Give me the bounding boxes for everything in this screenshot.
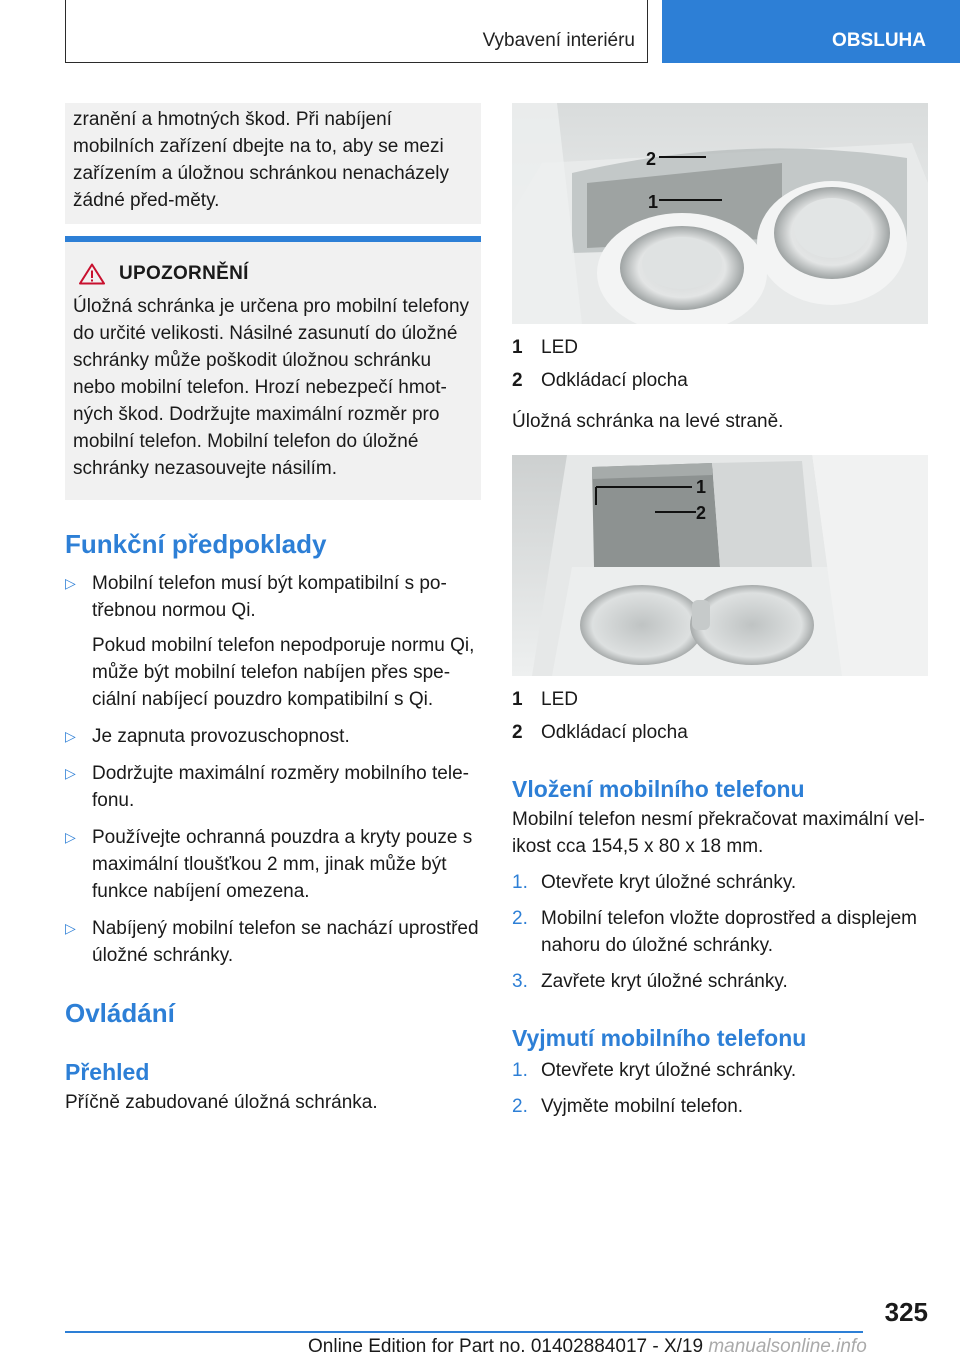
console-photo-transverse: [512, 103, 928, 324]
insert-text: Mobilní telefon nesmí překračovat maximální vel-ikost cca 154,5 x 80 x 18 mm.: [512, 809, 925, 857]
figure-legend-1: [512, 334, 928, 394]
header-tab-obsluha[interactable]: OBSLUHA: [662, 0, 960, 63]
figure-legend-2: [512, 686, 928, 746]
warning-title: [79, 260, 473, 287]
list-item: [65, 824, 481, 905]
callout-label-2: 2: [646, 149, 657, 169]
list-item-text: Dodržujte maximální rozměry mobilního tele-fonu.: [92, 763, 469, 811]
heading-remove-phone: Vyjmutí mobilního telefonu: [512, 1025, 807, 1051]
legend-text: Odkládací plocha: [541, 722, 688, 743]
list-item: [65, 723, 481, 750]
legend-item: [512, 367, 928, 394]
step-number: 1.: [512, 1060, 528, 1081]
step-item: [512, 905, 928, 959]
note-box-continued: [65, 103, 481, 224]
legend-text: LED: [541, 689, 578, 710]
callout-label-1: 1: [696, 477, 707, 497]
step-number: 1.: [512, 872, 528, 893]
step-text: Vyjměte mobilní telefon.: [541, 1096, 744, 1117]
step-text: Mobilní telefon vložte doprostřed a displejem nahoru do úložné schránky.: [541, 908, 917, 956]
legend-number: 1: [512, 337, 523, 358]
remove-steps: [512, 1057, 928, 1120]
insert-steps: [512, 869, 928, 995]
page-number: 325: [884, 1297, 928, 1327]
heading-control: Ovládání: [65, 998, 175, 1028]
triangle-bullet-icon: ▷: [65, 765, 76, 781]
legend-item: [512, 334, 928, 361]
list-item: [65, 570, 481, 713]
step-number: 2.: [512, 1096, 528, 1117]
list-item-text: Nabíjený mobilní telefon se nachází uprostřed úložné schránky.: [92, 918, 479, 966]
list-item-subtext: Pokud mobilní telefon nepodporuje normu Qi, může být mobilní telefon nabíjen přes spe-ciální nabíjecí pouzdro kompatibilní s Qi.: [92, 635, 475, 710]
heading-prerequisites: Funkční předpoklady: [65, 529, 327, 559]
console-photo-left-side: [512, 455, 928, 676]
triangle-bullet-icon: ▷: [65, 728, 76, 744]
legend-number: 2: [512, 370, 523, 391]
legend-item: [512, 719, 928, 746]
step-text: Zavřete kryt úložné schránky.: [541, 971, 788, 992]
warning-text: Úložná schránka je určena pro mobilní telefony do určité velikosti. Násilné zasunutí do úložné schránky může poškodit úložnou schránku nebo mobilní telefon. Hrozí nebezpečí hmot-ných škod. Dodržujte maximální rozměr pro mobilní telefon. Mobilní telefon do úložné schránky nezasouvejte násilím.: [73, 296, 470, 479]
legend-text: Odkládací plocha: [541, 370, 688, 391]
figure-caption: Úložná schránka na levé straně.: [512, 411, 784, 432]
heading-insert-phone: Vložení mobilního telefonu: [512, 776, 805, 802]
footer-edition: [308, 1334, 867, 1360]
list-item: [65, 760, 481, 814]
note-box-text: zranění a hmotných škod. Při nabíjení mobilních zařízení dbejte na to, aby se mezi zařízením a úložnou schránkou nenacházely žádné před-měty.: [73, 109, 450, 211]
step-text: Otevřete kryt úložné schránky.: [541, 872, 797, 893]
step-number: 3.: [512, 971, 528, 992]
callout-label-1: 1: [648, 192, 659, 212]
list-item-text: Mobilní telefon musí být kompatibilní s po-třebnou normou Qi.: [92, 573, 447, 621]
list-item: [65, 915, 481, 969]
triangle-bullet-icon: ▷: [65, 920, 76, 936]
right-column: [512, 103, 928, 1120]
left-column: [65, 103, 481, 1116]
footer-divider: [65, 1331, 863, 1333]
step-item: [512, 1093, 928, 1120]
list-item-text: Používejte ochranná pouzdra a kryty pouze s maximální tloušťkou 2 mm, jinak může být funkce nabíjení omezena.: [92, 827, 473, 902]
footer-watermark: manualsonline.info: [703, 1336, 867, 1357]
triangle-bullet-icon: ▷: [65, 575, 76, 591]
footer-edition-text: Online Edition for Part no. 01402884017 - X/19: [308, 1336, 704, 1357]
heading-overview: Přehled: [65, 1059, 150, 1085]
step-text: Otevřete kryt úložné schránky.: [541, 1060, 797, 1081]
callout-label-2: 2: [696, 503, 707, 523]
step-item: [512, 968, 928, 995]
step-item: [512, 1057, 928, 1084]
step-number: 2.: [512, 908, 528, 929]
warning-triangle-icon: [79, 263, 105, 285]
list-item-text: Je zapnuta provozuschopnost.: [92, 726, 350, 747]
warning-box: [65, 236, 481, 500]
step-item: [512, 869, 928, 896]
overview-text: Příčně zabudované úložná schránka.: [65, 1092, 378, 1113]
warning-title-text: UPOZORNĚNÍ: [119, 263, 249, 284]
triangle-bullet-icon: ▷: [65, 829, 76, 845]
legend-text: LED: [541, 337, 578, 358]
legend-number: 2: [512, 722, 523, 743]
legend-number: 1: [512, 689, 523, 710]
prerequisites-list: [65, 570, 481, 969]
legend-item: [512, 686, 928, 713]
header-section-title: Vybavení interiéru: [65, 0, 648, 63]
